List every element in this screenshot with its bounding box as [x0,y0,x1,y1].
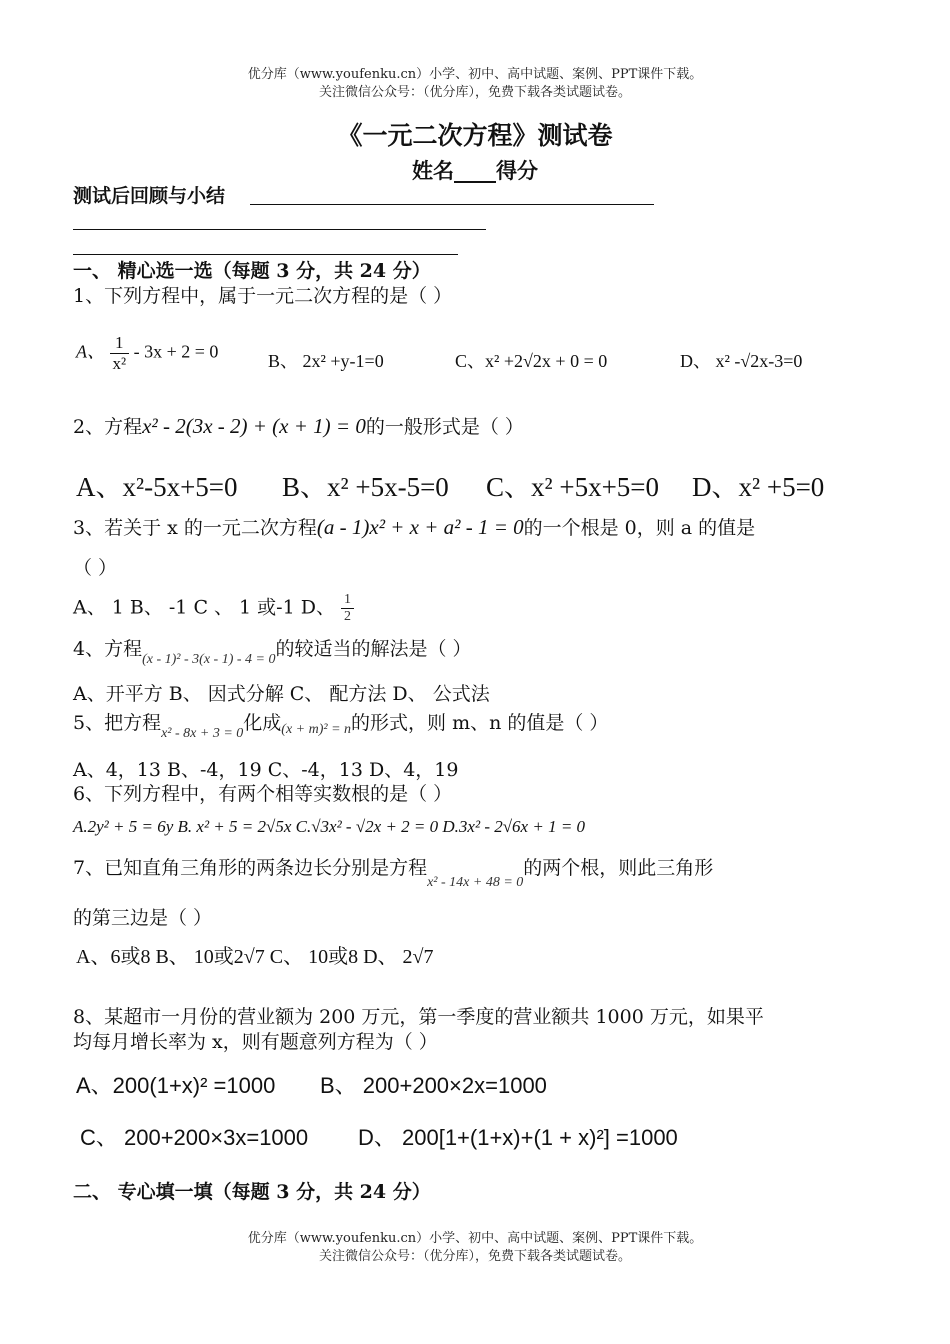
q1-a-num: 1 [110,333,130,354]
q3-stem [73,513,755,540]
q5-mid: 化成 [243,712,282,734]
q4-stem [73,634,472,667]
q2-option-d: D、x² +5=0 [692,472,825,502]
q7-stem [73,853,714,890]
q1-a-label: A、 [76,341,105,362]
q8-option-d: D、 200[1+(1+x)+(1 + x)²] =1000 [358,1125,678,1150]
footer-line-2: 关注微信公众号：（优分库），免费下载各类试题试卷。 [318,1249,631,1264]
q8-option-c: C、 200+200×3x=1000 [80,1125,309,1150]
q3-paren: （ ） [73,557,118,579]
q2-option-b: B、x² +5x-5=0 [282,472,449,502]
review-rule-2 [73,229,486,230]
q3-stem-pre: 3、若关于 x 的一元二次方程 [73,517,317,539]
q3-d-den: 2 [344,609,352,624]
q2-option-a: A、x²-5x+5=0 [76,472,238,502]
q2-option-c: C、x² +5x+5=0 [486,472,660,502]
header-line-1: 优分库（www.youfenku.cn）小学、初中、高中试题、案例、PPT课件下载。 [247,67,703,82]
q3-options-text: A、 1 B、 -1 C 、 1 或-1 D、 [73,596,335,619]
q1-options [76,333,218,374]
q2-stem-math: x² - 2(3x - 2) + (x + 1) = 0 [142,414,366,438]
q2-stem-post: 的一般形式是（ ） [365,416,524,438]
q3-stem-post: 的一个根是 0，则 a 的值是 [523,517,756,539]
q1-option-c: C、x² +2√2x + 0 = 0 [455,351,608,371]
q7-stem-pre: 7、已知直角三角形的两条边长分别是方程 [73,857,428,879]
name-score-line: 姓名____得分 [412,158,538,183]
q1-a-fraction [110,333,130,374]
q1-a-den: x² [112,354,127,373]
q1-option-d: D、 x² -√2x-3=0 [680,351,803,371]
q1-a-rest: - 3x + 2 = 0 [133,341,219,362]
q1-option-b: B、 2x² +y-1=0 [268,351,384,371]
q3-d-fraction [341,592,354,625]
q5-stem-post: 的形式，则 m、n 的值是（ ） [351,712,609,734]
q8-option-a: A、200(1+x)² =1000 [76,1073,276,1098]
q4-options: A、开平方 B、 因式分解 C、 配方法 D、 公式法 [73,683,490,705]
section-1-heading: 一、 精心选一选（每题 3 分，共 24 分） [73,260,431,282]
review-rule-1 [250,204,654,205]
q8-line-1: 8、某超市一月份的营业额为 200 万元，第一季度的营业额共 1000 万元，如果平 [73,1006,764,1028]
q3-d-num: 1 [341,592,354,609]
q5-stem-pre: 5、把方程 [73,712,162,734]
q4-stem-math: (x - 1)² - 3(x - 1) - 4 = 0 [142,652,276,667]
q4-stem-post: 的较适当的解法是（ ） [275,638,472,660]
q5-math-1: x² - 8x + 3 = 0 [161,726,244,741]
q6-options: A.2y² + 5 = 6y B. x² + 5 = 2√5x C.√3x² - √2x + 2 = 0 D.3x² - 2√6x + 1 = 0 [73,817,586,836]
q6-stem: 6、下列方程中，有两个相等实数根的是（ ） [73,783,453,805]
q2-stem-pre: 2、方程 [73,416,143,438]
q2-stem [73,412,524,439]
q5-math-2: (x + m)² = n [281,722,352,737]
footer-line-1: 优分库（www.youfenku.cn）小学、初中、高中试题、案例、PPT课件下载。 [247,1231,703,1246]
page-title: 《一元二次方程》测试卷 [337,121,613,150]
review-rule-3 [73,254,458,255]
q3-stem-math: (a - 1)x² + x + a² - 1 = 0 [316,515,524,539]
q7-stem-post: 的两个根，则此三角形 [523,857,714,879]
q4-stem-pre: 4、方程 [73,638,143,660]
header-line-2: 关注微信公众号：（优分库），免费下载各类试题试卷。 [318,85,631,100]
q5-options: A、4，13 B、-4，19 C、-4，13 D、4，19 [73,759,459,781]
q7-stem-2: 的第三边是（ ） [73,907,213,929]
q3-options [73,592,354,625]
q8-option-b: B、 200+200×2x=1000 [320,1073,547,1098]
q7-options: A、6或8 B、 10或2√7 C、 10或8 D、 2√7 [76,946,434,968]
q7-stem-math: x² - 14x + 48 = 0 [427,875,524,890]
q8-line-2: 均每月增长率为 x，则有题意列方程为（ ） [73,1031,438,1053]
section-2-heading: 二、 专心填一填（每题 3 分，共 24 分） [73,1181,431,1203]
review-label: 测试后回顾与小结 [73,185,226,207]
q1-stem: 1、下列方程中，属于一元二次方程的是（ ） [73,285,453,307]
q5-stem [73,708,609,741]
